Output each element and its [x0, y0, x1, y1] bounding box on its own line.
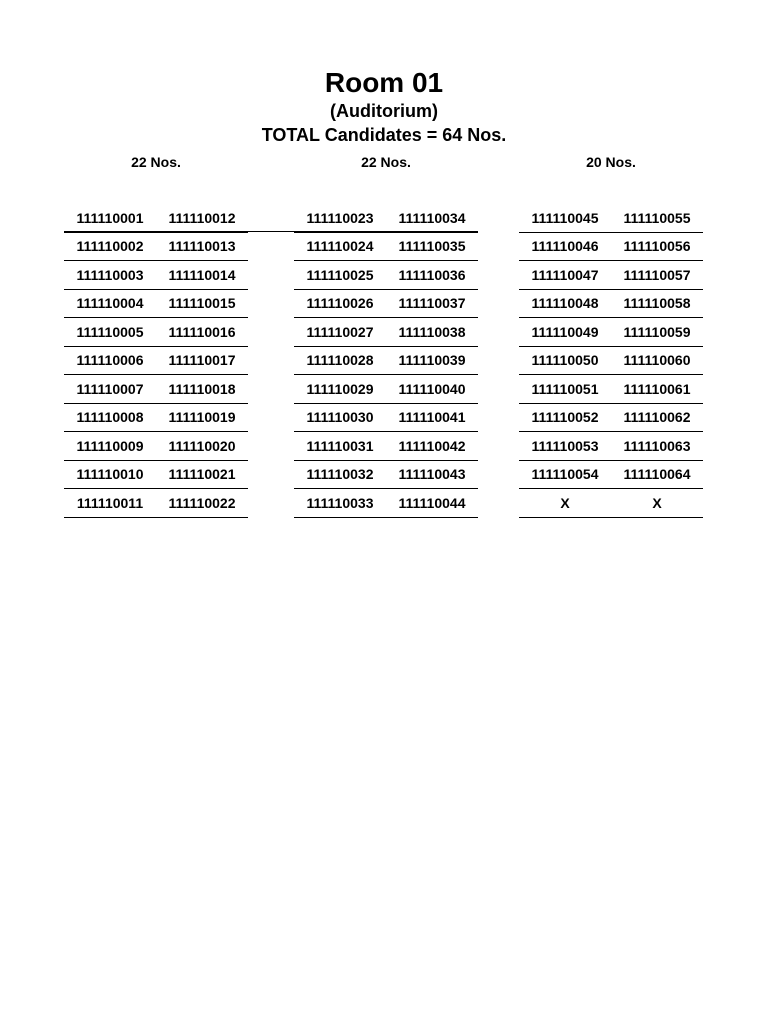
roll-number: 111110033	[306, 494, 374, 511]
table-row	[64, 375, 248, 404]
roll-number: 111110022	[168, 494, 236, 511]
roll-number: 111110034	[398, 209, 466, 226]
roll-number: X	[652, 494, 662, 511]
roll-number: 111110019	[168, 409, 236, 426]
table-row	[519, 261, 703, 290]
roll-number: 111110048	[531, 295, 599, 312]
roll-number: 111110016	[168, 323, 236, 340]
seating-block-2	[294, 152, 478, 518]
table-row	[519, 404, 703, 433]
roll-number: 111110010	[76, 466, 144, 483]
roll-number: 111110032	[306, 466, 374, 483]
roll-number: 111110003	[76, 266, 144, 283]
roll-number: 111110005	[76, 323, 144, 340]
roll-number: 111110011	[76, 494, 144, 511]
table-row	[519, 233, 703, 262]
table-row	[64, 261, 248, 290]
roll-number: 111110054	[531, 466, 599, 483]
roll-number: 111110025	[306, 266, 374, 283]
roll-number-list	[519, 204, 703, 518]
roll-number: 111110004	[76, 295, 144, 312]
roll-number: 111110041	[398, 409, 466, 426]
roll-number: 111110038	[398, 323, 466, 340]
table-row	[294, 489, 478, 518]
roll-number: 111110021	[168, 466, 236, 483]
roll-number: 111110023	[306, 209, 374, 226]
roll-number: 111110044	[398, 494, 466, 511]
table-row	[294, 404, 478, 433]
table-row	[294, 318, 478, 347]
table-row	[294, 347, 478, 376]
roll-number: 111110006	[76, 352, 144, 369]
roll-number: 111110039	[398, 352, 466, 369]
table-row	[519, 204, 703, 233]
roll-number: 111110001	[76, 209, 144, 226]
roll-number: 111110063	[623, 437, 691, 454]
table-row	[64, 318, 248, 347]
table-row	[294, 432, 478, 461]
roll-number: 111110061	[623, 380, 691, 397]
roll-number: 111110036	[398, 266, 466, 283]
block-count: 22 Nos.	[361, 154, 411, 170]
table-row	[64, 461, 248, 490]
table-row	[519, 375, 703, 404]
roll-number: 111110046	[531, 238, 599, 255]
table-row	[519, 432, 703, 461]
roll-number: 111110007	[76, 380, 144, 397]
roll-number: 111110037	[398, 295, 466, 312]
table-row	[519, 318, 703, 347]
roll-number: 111110027	[306, 323, 374, 340]
table-row	[519, 461, 703, 490]
table-row	[294, 233, 478, 262]
roll-number: 111110051	[531, 380, 599, 397]
roll-number: 111110040	[398, 380, 466, 397]
table-row	[294, 461, 478, 490]
block-count: 20 Nos.	[586, 154, 636, 170]
roll-number-list	[294, 204, 478, 518]
table-row	[294, 261, 478, 290]
page-title: Room 01	[324, 67, 444, 98]
table-row	[64, 204, 248, 233]
roll-number: 111110062	[623, 409, 691, 426]
roll-number: 111110012	[168, 209, 236, 226]
roll-number: 111110028	[306, 352, 374, 369]
roll-number: 111110057	[623, 266, 691, 283]
total-candidates: TOTAL Candidates = 64 Nos.	[261, 125, 507, 145]
table-row	[294, 290, 478, 319]
table-row	[64, 489, 248, 518]
roll-number: 111110026	[306, 295, 374, 312]
roll-number: 111110060	[623, 352, 691, 369]
table-row	[64, 233, 248, 262]
roll-number: 111110055	[623, 209, 691, 226]
roll-number: 111110043	[398, 466, 466, 483]
block-count: 22 Nos.	[131, 154, 181, 170]
roll-number: 111110024	[306, 238, 374, 255]
roll-number: 111110014	[168, 266, 236, 283]
roll-number-list	[64, 204, 248, 518]
roll-number: 111110050	[531, 352, 599, 369]
roll-number: 111110058	[623, 295, 691, 312]
roll-number: 111110029	[306, 380, 374, 397]
table-row	[294, 204, 478, 233]
roll-number: 111110018	[168, 380, 236, 397]
roll-number: 111110017	[168, 352, 236, 369]
roll-number: 111110002	[76, 238, 144, 255]
roll-number: 111110009	[76, 437, 144, 454]
roll-number: 111110015	[168, 295, 236, 312]
roll-number: 111110035	[398, 238, 466, 255]
table-row	[64, 347, 248, 376]
roll-number: 111110031	[306, 437, 374, 454]
table-row	[519, 489, 703, 518]
roll-number: 111110020	[168, 437, 236, 454]
room-subtitle: (Auditorium)	[330, 101, 438, 121]
roll-number: 111110008	[76, 409, 144, 426]
roll-number: 111110053	[531, 437, 599, 454]
table-row	[64, 432, 248, 461]
roll-number: 111110042	[398, 437, 466, 454]
roll-number: 111110049	[531, 323, 599, 340]
table-row	[519, 347, 703, 376]
roll-number: 111110013	[168, 238, 236, 255]
table-row	[64, 290, 248, 319]
table-row	[294, 375, 478, 404]
roll-number: 111110056	[623, 238, 691, 255]
roll-number: 111110045	[531, 209, 599, 226]
roll-number: X	[560, 494, 570, 511]
seating-block-1	[64, 152, 248, 518]
seating-block-3	[519, 152, 703, 518]
roll-number: 111110047	[531, 266, 599, 283]
roll-number: 111110059	[623, 323, 691, 340]
roll-number: 111110030	[306, 409, 374, 426]
table-row	[519, 290, 703, 319]
table-row	[64, 404, 248, 433]
roll-number: 111110052	[531, 409, 599, 426]
roll-number: 111110064	[623, 466, 691, 483]
